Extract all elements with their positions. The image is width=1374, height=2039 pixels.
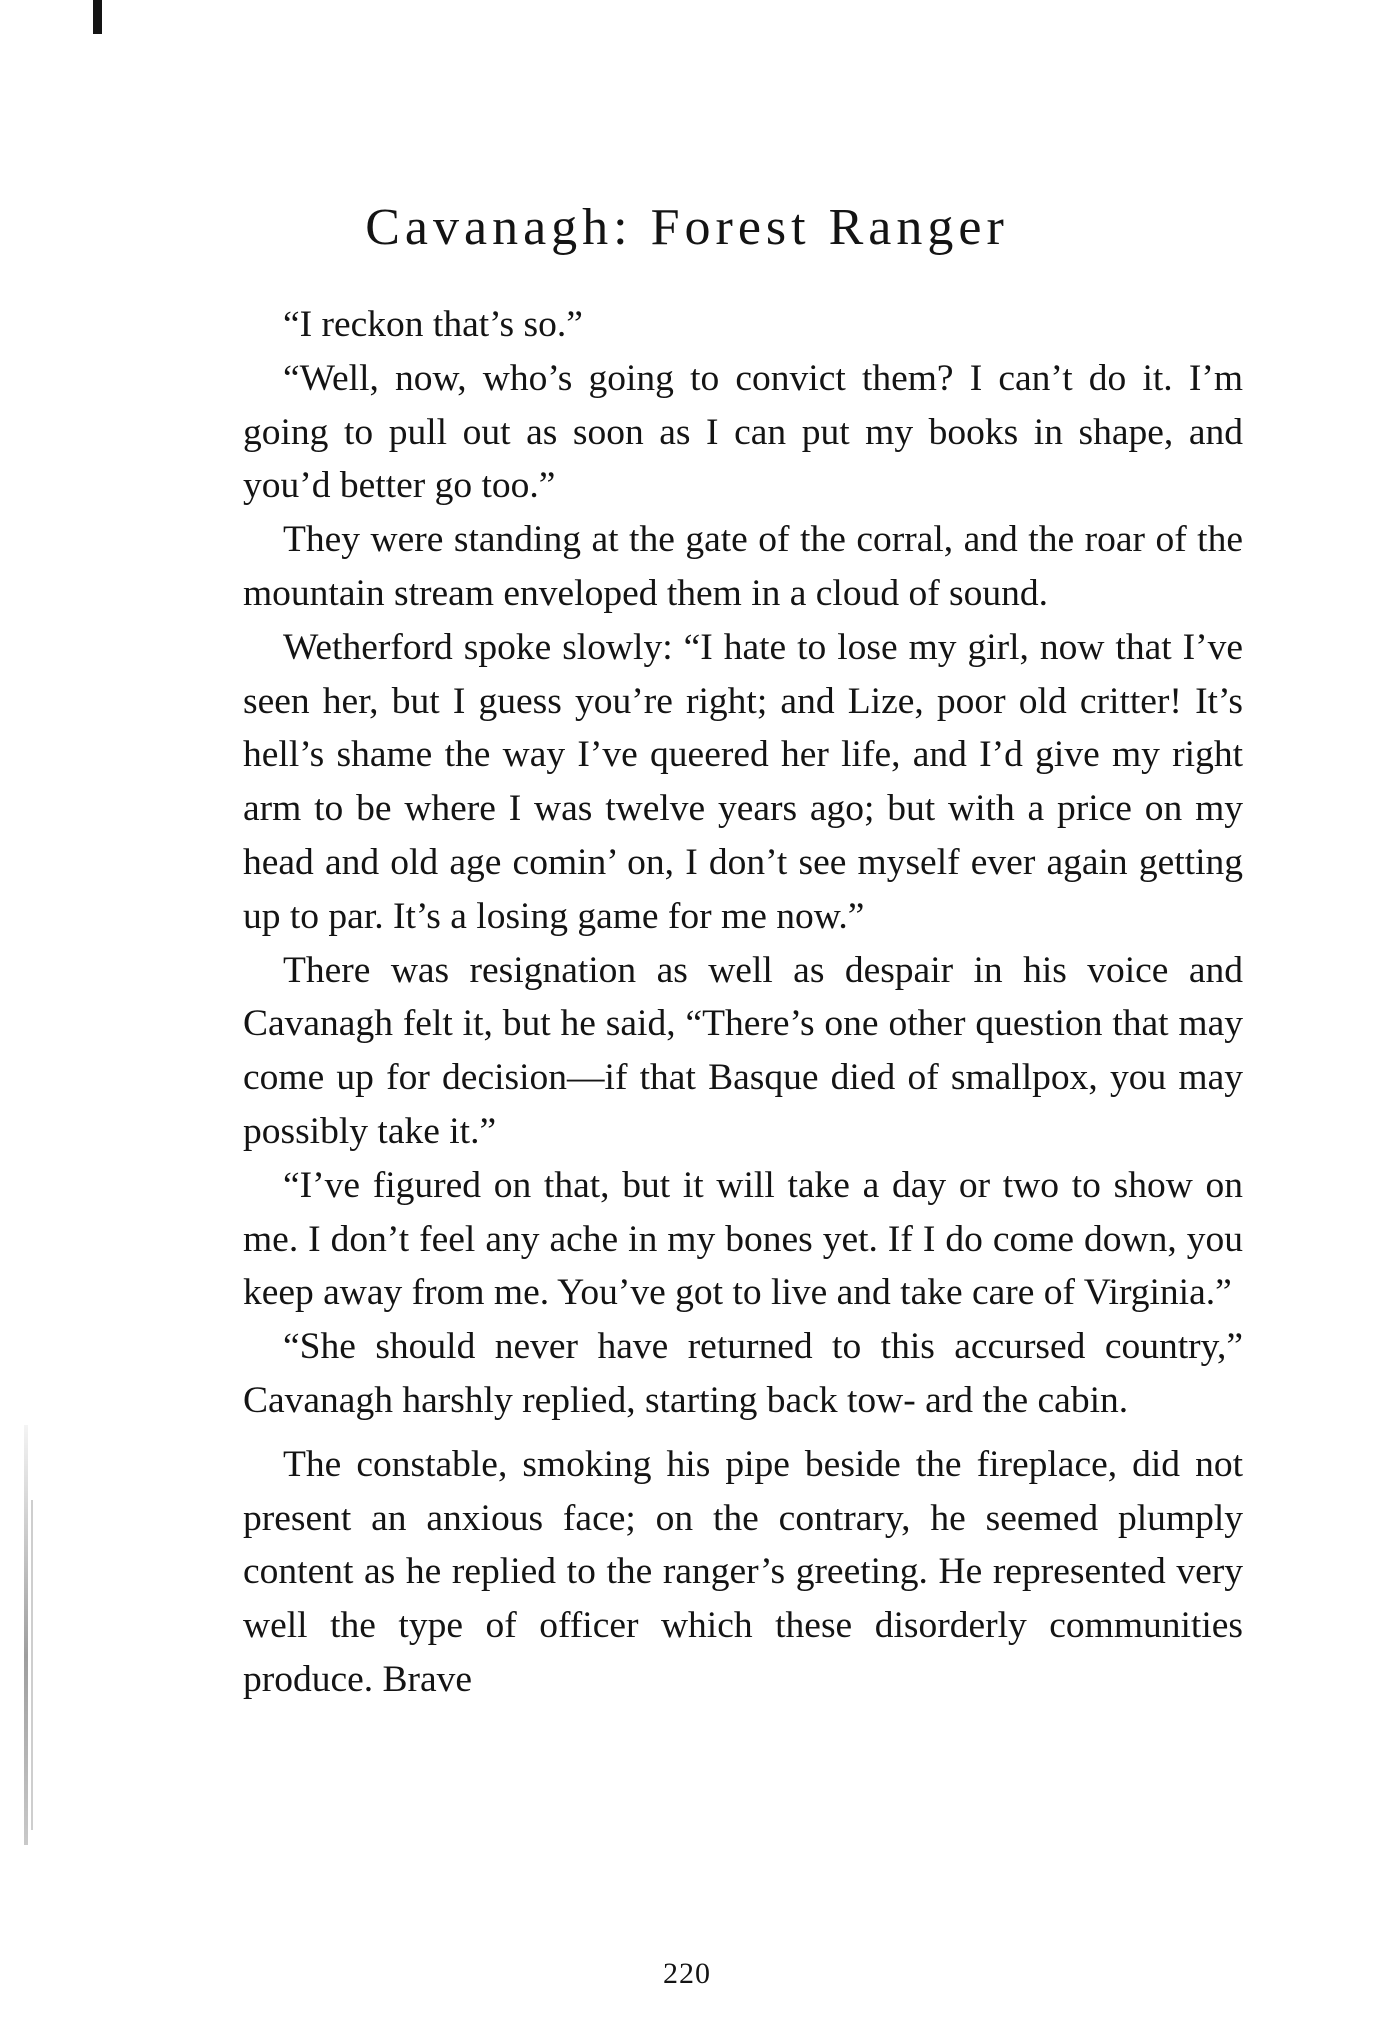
- scan-edge-mark: [93, 0, 102, 34]
- scan-gutter-shadow-inner: [31, 1500, 33, 1830]
- paragraph-2: “Well, now, who’s going to convict them? I can’t do it. I’m going to pull out as soon as I can put my books in shape, and you’d better go too.”: [243, 357, 1243, 507]
- paragraph-4: Wetherford spoke slowly: “I hate to lose my girl, now that I’ve seen her, but I guess you’re right; and Lize, poor old critter! It’s hell’s shame the way I’ve queered her life, and I’d give my right arm to be where I was twelve years ago; but with a price on my head and old age comin’ on, I don’t see myself ever again getting up to par. It’s a losing game for me now.”: [243, 626, 1243, 937]
- body-text: [243, 298, 1243, 1707]
- scan-gutter-shadow: [24, 1425, 28, 1845]
- running-head: Cavanagh: Forest Ranger: [365, 199, 1009, 256]
- page-number: 220: [663, 1957, 711, 1990]
- paragraph-5: There was resignation as well as despair in his voice and Cavanagh felt it, but he said, “There’s one other question that may come up for decision—if that Basque died of smallpox, you may possibly take it.”: [243, 949, 1243, 1152]
- paragraph-8: The constable, smoking his pipe beside the fireplace, did not present an anxious face; on the contrary, he seemed plumply content as he replied to the ranger’s greeting. He represented very well the type of officer which these disorderly communities produce. Brave: [243, 1443, 1243, 1700]
- paragraph-6: “I’ve figured on that, but it will take a day or two to show on me. I don’t feel any ache in my bones yet. If I do come down, you keep away from me. You’ve got to live and take care of Virginia.”: [243, 1164, 1243, 1314]
- paragraph-1: “I reckon that’s so.”: [283, 304, 583, 345]
- paragraph-7: “She should never have returned to this accursed country,” Cavanagh harshly replied, starting back tow- ard the cabin.: [243, 1326, 1243, 1421]
- paragraph-3: They were standing at the gate of the corral, and the roar of the mountain stream enveloped them in a cloud of sound.: [243, 519, 1243, 614]
